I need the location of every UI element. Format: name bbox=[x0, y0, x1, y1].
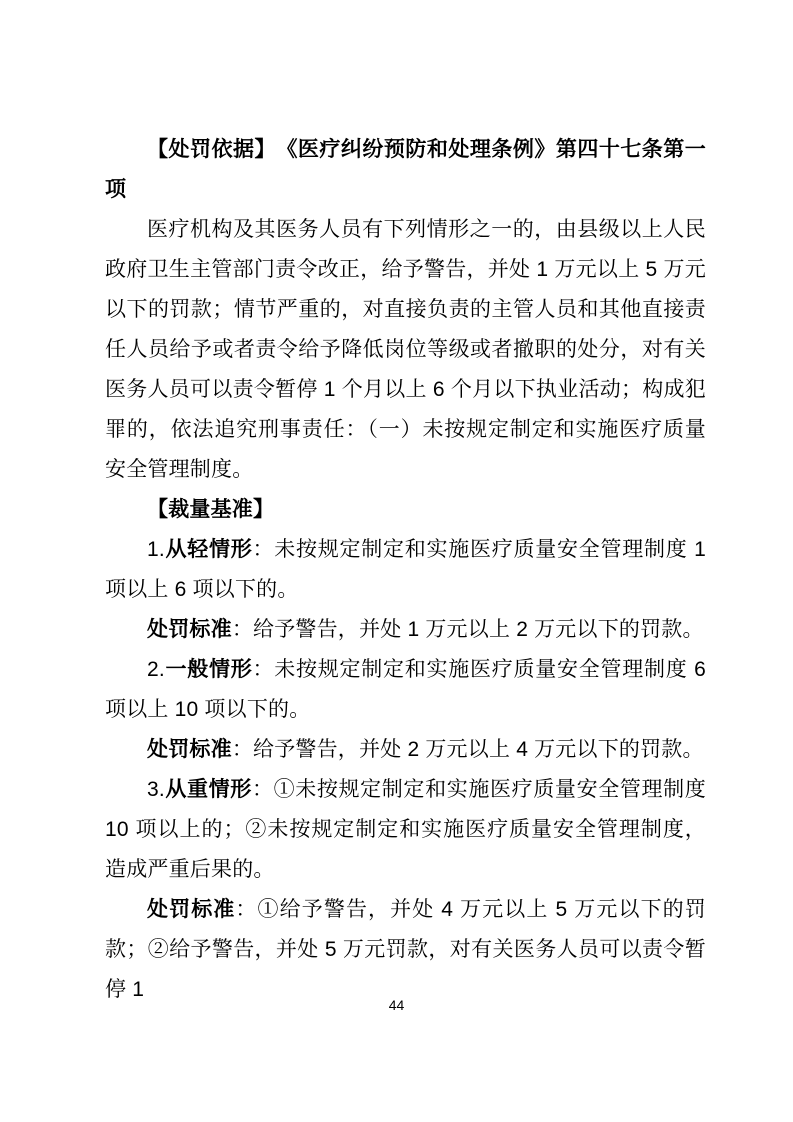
item-label: 处罚标准 bbox=[147, 618, 232, 641]
penalty-basis-heading-text: 【处罚依据】 《医疗纠纷预防和处理条例》第四十七条第一项 bbox=[105, 138, 706, 201]
discretion-item-lenient bbox=[105, 530, 706, 610]
item-label: 处罚标准 bbox=[147, 898, 236, 921]
discretion-heading-text: 【裁量基准】 bbox=[147, 498, 275, 521]
penalty-standard-general bbox=[105, 730, 706, 770]
item-text: ：给予警告，并处 2 万元以上 4 万元以下的罚款。 bbox=[231, 738, 704, 761]
penalty-basis-body: 医疗机构及其医务人员有下列情形之一的，由县级以上人民政府卫生主管部门责令改正，给予警告，并处 1 万元以上 5 万元以下的罚款；情节严重的，对直接负责的主管人员和其他直接责任人员给予或者责令给予降低岗位等级或者撤职的处分，对有关医务人员可以责令暂停 1 个月以上 6 个月以下执业活动；构成犯罪的，依法追究刑事责任：（一）未按规定制定和实施医疗质量安全管理制度。 bbox=[105, 218, 707, 481]
discretion-item-severe bbox=[105, 770, 706, 890]
penalty-standard-severe bbox=[105, 890, 706, 1010]
document-content bbox=[105, 130, 706, 1010]
item-label: 从轻情形 bbox=[164, 538, 253, 561]
penalty-standard-lenient bbox=[105, 610, 706, 650]
item-label: 处罚标准 bbox=[147, 738, 232, 761]
item-label: 从重情形 bbox=[164, 778, 252, 801]
discretion-item-general bbox=[105, 650, 706, 730]
penalty-basis-heading bbox=[105, 130, 706, 210]
item-text: ：给予警告，并处 1 万元以上 2 万元以下的罚款。 bbox=[231, 618, 704, 641]
item-text: ：未按规定制定和实施医疗质量安全管理制度 6 项以上 10 项以下的。 bbox=[105, 658, 706, 721]
item-number: 2. bbox=[147, 658, 165, 681]
page-number: 44 bbox=[388, 997, 405, 1013]
item-number: 3. bbox=[147, 778, 165, 801]
item-number: 1. bbox=[147, 538, 165, 561]
item-text: ：未按规定制定和实施医疗质量安全管理制度 1 项以上 6 项以下的。 bbox=[105, 538, 706, 601]
item-label: 一般情形 bbox=[164, 658, 253, 681]
discretion-heading bbox=[105, 490, 706, 530]
item-text: ：①未按规定制定和实施医疗质量安全管理制度 10 项以上的；②未按规定制定和实施医疗质量安全管理制度，造成严重后果的。 bbox=[105, 778, 706, 881]
item-text: ：①给予警告，并处 4 万元以上 5 万元以下的罚款；②给予警告，并处 5 万元罚款，对有关医务人员可以责令暂停 1 bbox=[105, 898, 706, 1001]
